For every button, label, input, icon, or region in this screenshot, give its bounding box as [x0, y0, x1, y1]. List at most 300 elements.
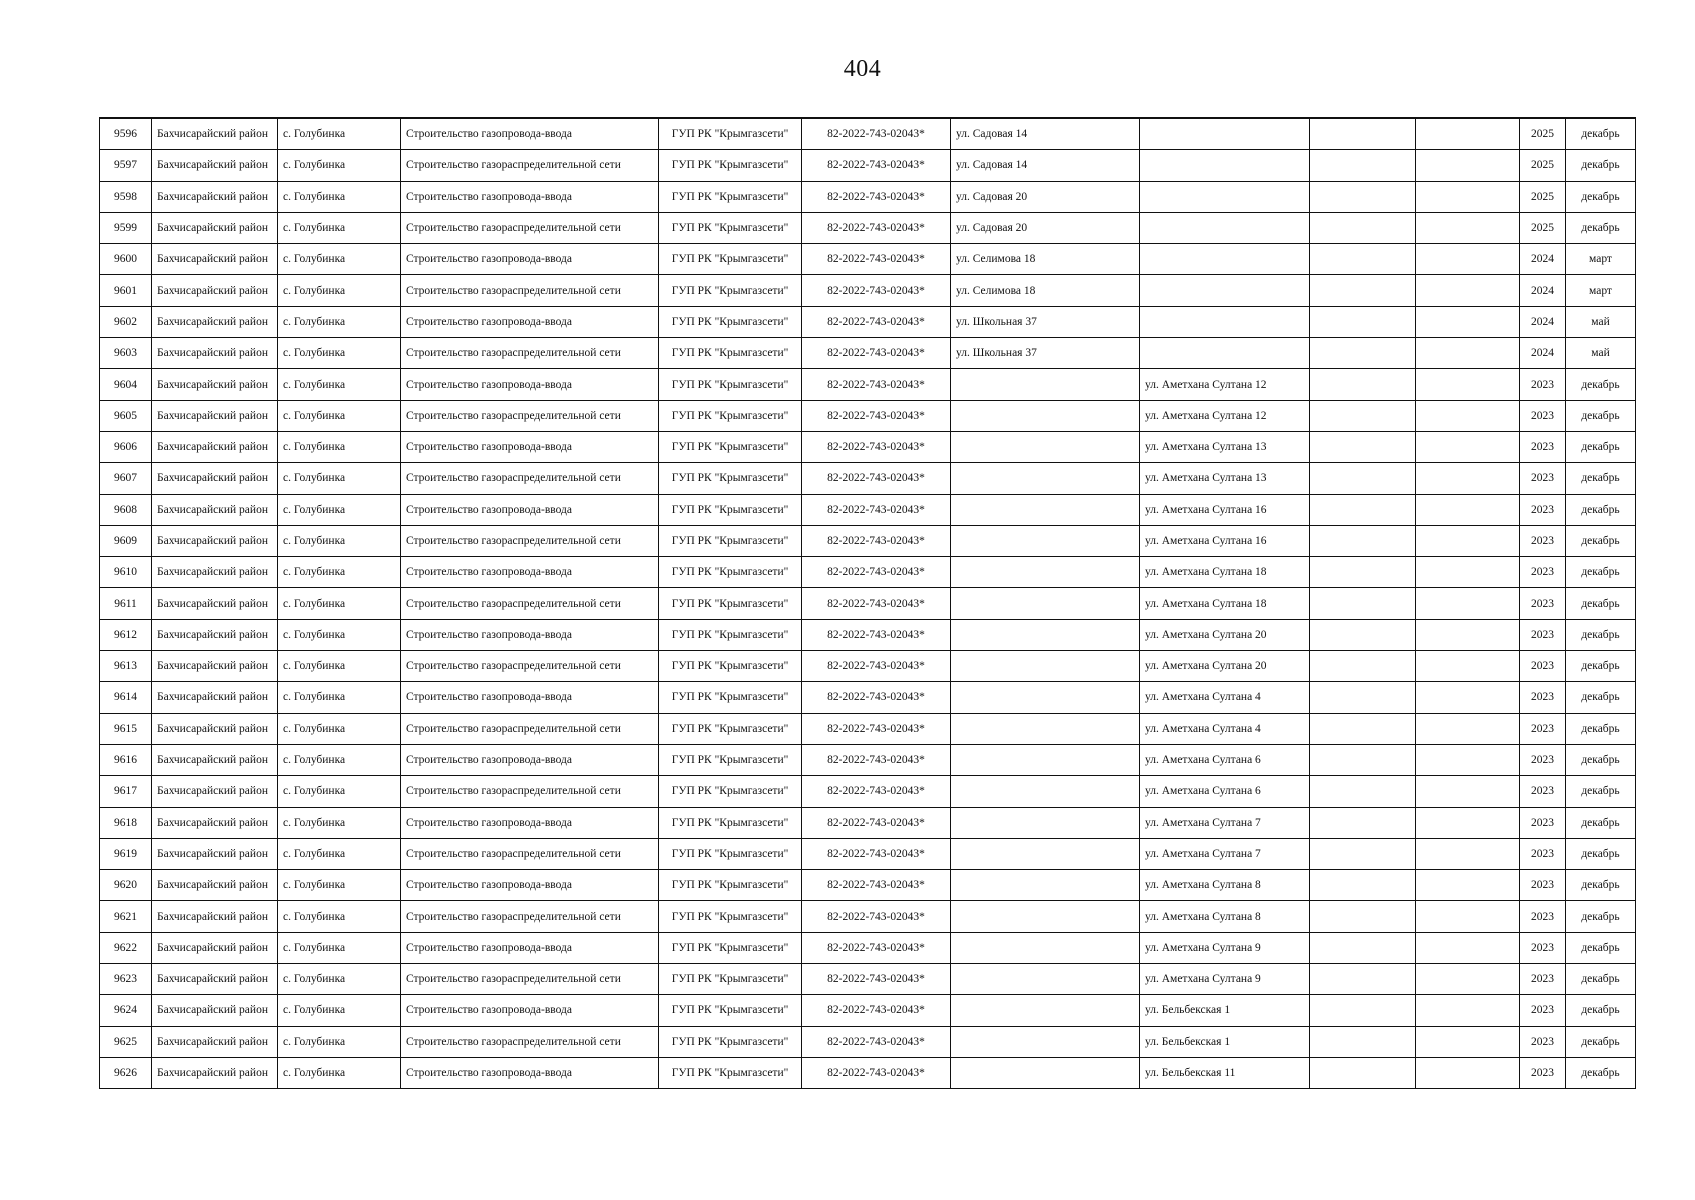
- month-cell: март: [1566, 275, 1636, 306]
- table-row: [100, 870, 1636, 901]
- table-row: [100, 932, 1636, 963]
- work-type-cell: Строительство газопровода-ввода: [401, 870, 659, 901]
- row-number: 9626: [100, 1057, 152, 1088]
- empty-cell: [1310, 118, 1416, 150]
- district-cell: Бахчисарайский район: [152, 619, 278, 650]
- contract-number-cell: 82-2022-743-02043*: [802, 150, 951, 181]
- empty-cell: [1416, 619, 1520, 650]
- contract-number-cell: 82-2022-743-02043*: [802, 369, 951, 400]
- district-cell: Бахчисарайский район: [152, 306, 278, 337]
- settlement-cell: с. Голубинка: [278, 212, 401, 243]
- year-cell: 2023: [1520, 557, 1566, 588]
- contract-number-cell: 82-2022-743-02043*: [802, 995, 951, 1026]
- district-cell: Бахчисарайский район: [152, 181, 278, 212]
- empty-cell: [1310, 713, 1416, 744]
- contract-number-cell: 82-2022-743-02043*: [802, 838, 951, 869]
- month-cell: декабрь: [1566, 118, 1636, 150]
- settlement-cell: с. Голубинка: [278, 651, 401, 682]
- contract-number-cell: 82-2022-743-02043*: [802, 338, 951, 369]
- year-cell: 2023: [1520, 744, 1566, 775]
- contract-number-cell: 82-2022-743-02043*: [802, 964, 951, 995]
- address-cell: [951, 431, 1140, 462]
- address-cell: [951, 932, 1140, 963]
- row-number: 9622: [100, 932, 152, 963]
- address-cell: [951, 525, 1140, 556]
- work-type-cell: Строительство газопровода-ввода: [401, 807, 659, 838]
- year-cell: 2023: [1520, 1057, 1566, 1088]
- address-cell: [951, 1057, 1140, 1088]
- address-alt-cell: ул. Аметхана Султана 4: [1140, 713, 1310, 744]
- district-cell: Бахчисарайский район: [152, 744, 278, 775]
- address-alt-cell: [1140, 275, 1310, 306]
- organization-cell: ГУП РК "Крымгазсети": [659, 776, 802, 807]
- settlement-cell: с. Голубинка: [278, 619, 401, 650]
- row-number: 9621: [100, 901, 152, 932]
- empty-cell: [1310, 744, 1416, 775]
- address-cell: [951, 964, 1140, 995]
- table-row: [100, 744, 1636, 775]
- empty-cell: [1310, 995, 1416, 1026]
- month-cell: декабрь: [1566, 776, 1636, 807]
- empty-cell: [1416, 995, 1520, 1026]
- table-row: [100, 244, 1636, 275]
- settlement-cell: с. Голубинка: [278, 870, 401, 901]
- address-cell: ул. Садовая 20: [951, 181, 1140, 212]
- district-cell: Бахчисарайский район: [152, 682, 278, 713]
- contract-number-cell: 82-2022-743-02043*: [802, 713, 951, 744]
- table-row: [100, 181, 1636, 212]
- empty-cell: [1416, 181, 1520, 212]
- row-number: 9617: [100, 776, 152, 807]
- district-cell: Бахчисарайский район: [152, 557, 278, 588]
- empty-cell: [1310, 494, 1416, 525]
- row-number: 9609: [100, 525, 152, 556]
- year-cell: 2023: [1520, 588, 1566, 619]
- address-alt-cell: [1140, 181, 1310, 212]
- empty-cell: [1310, 932, 1416, 963]
- empty-cell: [1416, 275, 1520, 306]
- address-cell: [951, 682, 1140, 713]
- month-cell: май: [1566, 306, 1636, 337]
- empty-cell: [1310, 1057, 1416, 1088]
- row-number: 9625: [100, 1026, 152, 1057]
- year-cell: 2023: [1520, 964, 1566, 995]
- year-cell: 2023: [1520, 494, 1566, 525]
- empty-cell: [1416, 807, 1520, 838]
- settlement-cell: с. Голубинка: [278, 964, 401, 995]
- organization-cell: ГУП РК "Крымгазсети": [659, 838, 802, 869]
- empty-cell: [1310, 463, 1416, 494]
- table-row: [100, 400, 1636, 431]
- district-cell: Бахчисарайский район: [152, 212, 278, 243]
- organization-cell: ГУП РК "Крымгазсети": [659, 400, 802, 431]
- empty-cell: [1310, 619, 1416, 650]
- address-alt-cell: ул. Бельбекская 1: [1140, 1026, 1310, 1057]
- year-cell: 2023: [1520, 838, 1566, 869]
- address-cell: [951, 400, 1140, 431]
- contract-number-cell: 82-2022-743-02043*: [802, 776, 951, 807]
- district-cell: Бахчисарайский район: [152, 870, 278, 901]
- address-alt-cell: ул. Аметхана Султана 9: [1140, 964, 1310, 995]
- work-type-cell: Строительство газораспределительной сети: [401, 588, 659, 619]
- row-number: 9619: [100, 838, 152, 869]
- year-cell: 2024: [1520, 275, 1566, 306]
- table-row: [100, 338, 1636, 369]
- address-cell: [951, 651, 1140, 682]
- contract-number-cell: 82-2022-743-02043*: [802, 682, 951, 713]
- settlement-cell: с. Голубинка: [278, 181, 401, 212]
- year-cell: 2023: [1520, 651, 1566, 682]
- empty-cell: [1310, 306, 1416, 337]
- district-cell: Бахчисарайский район: [152, 400, 278, 431]
- district-cell: Бахчисарайский район: [152, 118, 278, 150]
- year-cell: 2023: [1520, 369, 1566, 400]
- organization-cell: ГУП РК "Крымгазсети": [659, 932, 802, 963]
- organization-cell: ГУП РК "Крымгазсети": [659, 369, 802, 400]
- year-cell: 2023: [1520, 400, 1566, 431]
- table-row: [100, 118, 1636, 150]
- year-cell: 2023: [1520, 682, 1566, 713]
- settlement-cell: с. Голубинка: [278, 275, 401, 306]
- settlement-cell: с. Голубинка: [278, 1026, 401, 1057]
- empty-cell: [1416, 932, 1520, 963]
- month-cell: декабрь: [1566, 150, 1636, 181]
- table-row: [100, 619, 1636, 650]
- month-cell: декабрь: [1566, 212, 1636, 243]
- row-number: 9596: [100, 118, 152, 150]
- address-alt-cell: ул. Бельбекская 1: [1140, 995, 1310, 1026]
- district-cell: Бахчисарайский район: [152, 463, 278, 494]
- organization-cell: ГУП РК "Крымгазсети": [659, 744, 802, 775]
- district-cell: Бахчисарайский район: [152, 901, 278, 932]
- year-cell: 2023: [1520, 901, 1566, 932]
- organization-cell: ГУП РК "Крымгазсети": [659, 338, 802, 369]
- organization-cell: ГУП РК "Крымгазсети": [659, 557, 802, 588]
- organization-cell: ГУП РК "Крымгазсети": [659, 870, 802, 901]
- table-row: [100, 651, 1636, 682]
- contract-number-cell: 82-2022-743-02043*: [802, 744, 951, 775]
- empty-cell: [1416, 212, 1520, 243]
- year-cell: 2023: [1520, 870, 1566, 901]
- work-type-cell: Строительство газораспределительной сети: [401, 713, 659, 744]
- year-cell: 2023: [1520, 525, 1566, 556]
- organization-cell: ГУП РК "Крымгазсети": [659, 306, 802, 337]
- month-cell: декабрь: [1566, 1026, 1636, 1057]
- month-cell: декабрь: [1566, 525, 1636, 556]
- organization-cell: ГУП РК "Крымгазсети": [659, 1057, 802, 1088]
- address-cell: ул. Школьная 37: [951, 306, 1140, 337]
- empty-cell: [1310, 431, 1416, 462]
- address-alt-cell: ул. Аметхана Султана 8: [1140, 901, 1310, 932]
- empty-cell: [1416, 713, 1520, 744]
- contract-number-cell: 82-2022-743-02043*: [802, 619, 951, 650]
- contract-number-cell: 82-2022-743-02043*: [802, 275, 951, 306]
- contract-number-cell: 82-2022-743-02043*: [802, 212, 951, 243]
- district-cell: Бахчисарайский район: [152, 776, 278, 807]
- address-alt-cell: [1140, 244, 1310, 275]
- address-cell: [951, 369, 1140, 400]
- year-cell: 2025: [1520, 181, 1566, 212]
- empty-cell: [1310, 870, 1416, 901]
- district-cell: Бахчисарайский район: [152, 713, 278, 744]
- month-cell: декабрь: [1566, 744, 1636, 775]
- work-type-cell: Строительство газораспределительной сети: [401, 964, 659, 995]
- work-type-cell: Строительство газопровода-ввода: [401, 744, 659, 775]
- row-number: 9597: [100, 150, 152, 181]
- settlement-cell: с. Голубинка: [278, 588, 401, 619]
- district-cell: Бахчисарайский район: [152, 964, 278, 995]
- year-cell: 2023: [1520, 619, 1566, 650]
- work-type-cell: Строительство газопровода-ввода: [401, 557, 659, 588]
- address-cell: ул. Садовая 14: [951, 150, 1140, 181]
- empty-cell: [1310, 588, 1416, 619]
- work-type-cell: Строительство газопровода-ввода: [401, 244, 659, 275]
- month-cell: декабрь: [1566, 838, 1636, 869]
- district-cell: Бахчисарайский район: [152, 932, 278, 963]
- organization-cell: ГУП РК "Крымгазсети": [659, 244, 802, 275]
- table-row: [100, 212, 1636, 243]
- row-number: 9601: [100, 275, 152, 306]
- address-cell: [951, 776, 1140, 807]
- month-cell: май: [1566, 338, 1636, 369]
- month-cell: декабрь: [1566, 713, 1636, 744]
- organization-cell: ГУП РК "Крымгазсети": [659, 682, 802, 713]
- empty-cell: [1310, 682, 1416, 713]
- contract-number-cell: 82-2022-743-02043*: [802, 651, 951, 682]
- work-type-cell: Строительство газопровода-ввода: [401, 431, 659, 462]
- month-cell: декабрь: [1566, 369, 1636, 400]
- address-cell: [951, 619, 1140, 650]
- work-type-cell: Строительство газопровода-ввода: [401, 682, 659, 713]
- year-cell: 2025: [1520, 212, 1566, 243]
- empty-cell: [1310, 807, 1416, 838]
- work-type-cell: Строительство газораспределительной сети: [401, 651, 659, 682]
- address-alt-cell: ул. Аметхана Султана 20: [1140, 619, 1310, 650]
- district-cell: Бахчисарайский район: [152, 338, 278, 369]
- month-cell: декабрь: [1566, 995, 1636, 1026]
- district-cell: Бахчисарайский район: [152, 150, 278, 181]
- table-row: [100, 964, 1636, 995]
- work-type-cell: Строительство газопровода-ввода: [401, 306, 659, 337]
- address-alt-cell: ул. Аметхана Султана 13: [1140, 431, 1310, 462]
- address-alt-cell: [1140, 150, 1310, 181]
- year-cell: 2023: [1520, 431, 1566, 462]
- table-row: [100, 557, 1636, 588]
- contract-number-cell: 82-2022-743-02043*: [802, 1026, 951, 1057]
- address-alt-cell: ул. Аметхана Султана 18: [1140, 588, 1310, 619]
- row-number: 9606: [100, 431, 152, 462]
- row-number: 9616: [100, 744, 152, 775]
- row-number: 9624: [100, 995, 152, 1026]
- empty-cell: [1416, 838, 1520, 869]
- empty-cell: [1310, 651, 1416, 682]
- table-row: [100, 463, 1636, 494]
- settlement-cell: с. Голубинка: [278, 901, 401, 932]
- month-cell: декабрь: [1566, 870, 1636, 901]
- table-row: [100, 1026, 1636, 1057]
- work-type-cell: Строительство газопровода-ввода: [401, 494, 659, 525]
- address-cell: [951, 807, 1140, 838]
- work-type-cell: Строительство газораспределительной сети: [401, 776, 659, 807]
- address-cell: [951, 744, 1140, 775]
- work-type-cell: Строительство газораспределительной сети: [401, 275, 659, 306]
- settlement-cell: с. Голубинка: [278, 713, 401, 744]
- empty-cell: [1310, 1026, 1416, 1057]
- organization-cell: ГУП РК "Крымгазсети": [659, 181, 802, 212]
- table-row: [100, 682, 1636, 713]
- settlement-cell: с. Голубинка: [278, 369, 401, 400]
- organization-cell: ГУП РК "Крымгазсети": [659, 713, 802, 744]
- contract-number-cell: 82-2022-743-02043*: [802, 494, 951, 525]
- address-cell: ул. Садовая 20: [951, 212, 1140, 243]
- settlement-cell: с. Голубинка: [278, 807, 401, 838]
- address-alt-cell: ул. Аметхана Султана 4: [1140, 682, 1310, 713]
- organization-cell: ГУП РК "Крымгазсети": [659, 651, 802, 682]
- empty-cell: [1416, 369, 1520, 400]
- row-number: 9600: [100, 244, 152, 275]
- empty-cell: [1310, 901, 1416, 932]
- contract-number-cell: 82-2022-743-02043*: [802, 807, 951, 838]
- contract-number-cell: 82-2022-743-02043*: [802, 400, 951, 431]
- month-cell: декабрь: [1566, 463, 1636, 494]
- month-cell: декабрь: [1566, 619, 1636, 650]
- row-number: 9607: [100, 463, 152, 494]
- month-cell: декабрь: [1566, 651, 1636, 682]
- table-row: [100, 713, 1636, 744]
- address-alt-cell: ул. Аметхана Султана 13: [1140, 463, 1310, 494]
- organization-cell: ГУП РК "Крымгазсети": [659, 494, 802, 525]
- district-cell: Бахчисарайский район: [152, 995, 278, 1026]
- empty-cell: [1416, 463, 1520, 494]
- month-cell: декабрь: [1566, 901, 1636, 932]
- row-number: 9623: [100, 964, 152, 995]
- work-type-cell: Строительство газопровода-ввода: [401, 1057, 659, 1088]
- year-cell: 2023: [1520, 807, 1566, 838]
- contract-number-cell: 82-2022-743-02043*: [802, 870, 951, 901]
- organization-cell: ГУП РК "Крымгазсети": [659, 901, 802, 932]
- empty-cell: [1310, 557, 1416, 588]
- address-alt-cell: ул. Аметхана Султана 9: [1140, 932, 1310, 963]
- settlement-cell: с. Голубинка: [278, 776, 401, 807]
- address-alt-cell: ул. Аметхана Султана 6: [1140, 776, 1310, 807]
- settlement-cell: с. Голубинка: [278, 682, 401, 713]
- empty-cell: [1310, 838, 1416, 869]
- year-cell: 2024: [1520, 244, 1566, 275]
- year-cell: 2023: [1520, 932, 1566, 963]
- settlement-cell: с. Голубинка: [278, 118, 401, 150]
- month-cell: декабрь: [1566, 682, 1636, 713]
- district-cell: Бахчисарайский район: [152, 1026, 278, 1057]
- year-cell: 2023: [1520, 713, 1566, 744]
- address-alt-cell: ул. Аметхана Султана 6: [1140, 744, 1310, 775]
- empty-cell: [1310, 369, 1416, 400]
- address-cell: [951, 1026, 1140, 1057]
- month-cell: декабрь: [1566, 588, 1636, 619]
- empty-cell: [1416, 964, 1520, 995]
- year-cell: 2023: [1520, 776, 1566, 807]
- row-number: 9605: [100, 400, 152, 431]
- table-row: [100, 431, 1636, 462]
- empty-cell: [1416, 1057, 1520, 1088]
- settlement-cell: с. Голубинка: [278, 400, 401, 431]
- contract-number-cell: 82-2022-743-02043*: [802, 306, 951, 337]
- address-cell: ул. Садовая 14: [951, 118, 1140, 150]
- settlement-cell: с. Голубинка: [278, 463, 401, 494]
- address-cell: [951, 557, 1140, 588]
- settlement-cell: с. Голубинка: [278, 995, 401, 1026]
- organization-cell: ГУП РК "Крымгазсети": [659, 619, 802, 650]
- address-cell: [951, 901, 1140, 932]
- district-cell: Бахчисарайский район: [152, 807, 278, 838]
- work-type-cell: Строительство газопровода-ввода: [401, 181, 659, 212]
- address-alt-cell: [1140, 338, 1310, 369]
- organization-cell: ГУП РК "Крымгазсети": [659, 525, 802, 556]
- row-number: 9615: [100, 713, 152, 744]
- empty-cell: [1416, 901, 1520, 932]
- empty-cell: [1416, 400, 1520, 431]
- contract-number-cell: 82-2022-743-02043*: [802, 181, 951, 212]
- work-type-cell: Строительство газопровода-ввода: [401, 932, 659, 963]
- organization-cell: ГУП РК "Крымгазсети": [659, 212, 802, 243]
- district-cell: Бахчисарайский район: [152, 525, 278, 556]
- work-type-cell: Строительство газораспределительной сети: [401, 838, 659, 869]
- empty-cell: [1416, 244, 1520, 275]
- empty-cell: [1310, 150, 1416, 181]
- work-type-cell: Строительство газораспределительной сети: [401, 400, 659, 431]
- empty-cell: [1416, 431, 1520, 462]
- row-number: 9608: [100, 494, 152, 525]
- work-type-cell: Строительство газораспределительной сети: [401, 212, 659, 243]
- work-type-cell: Строительство газопровода-ввода: [401, 619, 659, 650]
- organization-cell: ГУП РК "Крымгазсети": [659, 588, 802, 619]
- address-cell: ул. Школьная 37: [951, 338, 1140, 369]
- work-type-cell: Строительство газораспределительной сети: [401, 525, 659, 556]
- month-cell: декабрь: [1566, 494, 1636, 525]
- address-cell: [951, 995, 1140, 1026]
- table-row: [100, 901, 1636, 932]
- settlement-cell: с. Голубинка: [278, 525, 401, 556]
- district-cell: Бахчисарайский район: [152, 838, 278, 869]
- address-alt-cell: ул. Аметхана Султана 12: [1140, 369, 1310, 400]
- settlement-cell: с. Голубинка: [278, 338, 401, 369]
- address-alt-cell: ул. Аметхана Султана 20: [1140, 651, 1310, 682]
- organization-cell: ГУП РК "Крымгазсети": [659, 150, 802, 181]
- district-cell: Бахчисарайский район: [152, 651, 278, 682]
- row-number: 9604: [100, 369, 152, 400]
- table-row: [100, 1057, 1636, 1088]
- address-alt-cell: ул. Бельбекская 11: [1140, 1057, 1310, 1088]
- row-number: 9618: [100, 807, 152, 838]
- address-cell: ул. Селимова 18: [951, 275, 1140, 306]
- empty-cell: [1416, 682, 1520, 713]
- district-cell: Бахчисарайский район: [152, 431, 278, 462]
- table-row: [100, 776, 1636, 807]
- address-cell: [951, 838, 1140, 869]
- district-cell: Бахчисарайский район: [152, 494, 278, 525]
- month-cell: декабрь: [1566, 807, 1636, 838]
- contract-number-cell: 82-2022-743-02043*: [802, 588, 951, 619]
- month-cell: декабрь: [1566, 181, 1636, 212]
- address-cell: [951, 494, 1140, 525]
- address-alt-cell: [1140, 118, 1310, 150]
- empty-cell: [1416, 494, 1520, 525]
- address-alt-cell: ул. Аметхана Султана 7: [1140, 838, 1310, 869]
- empty-cell: [1416, 651, 1520, 682]
- settlement-cell: с. Голубинка: [278, 557, 401, 588]
- month-cell: декабрь: [1566, 1057, 1636, 1088]
- organization-cell: ГУП РК "Крымгазсети": [659, 431, 802, 462]
- contract-number-cell: 82-2022-743-02043*: [802, 118, 951, 150]
